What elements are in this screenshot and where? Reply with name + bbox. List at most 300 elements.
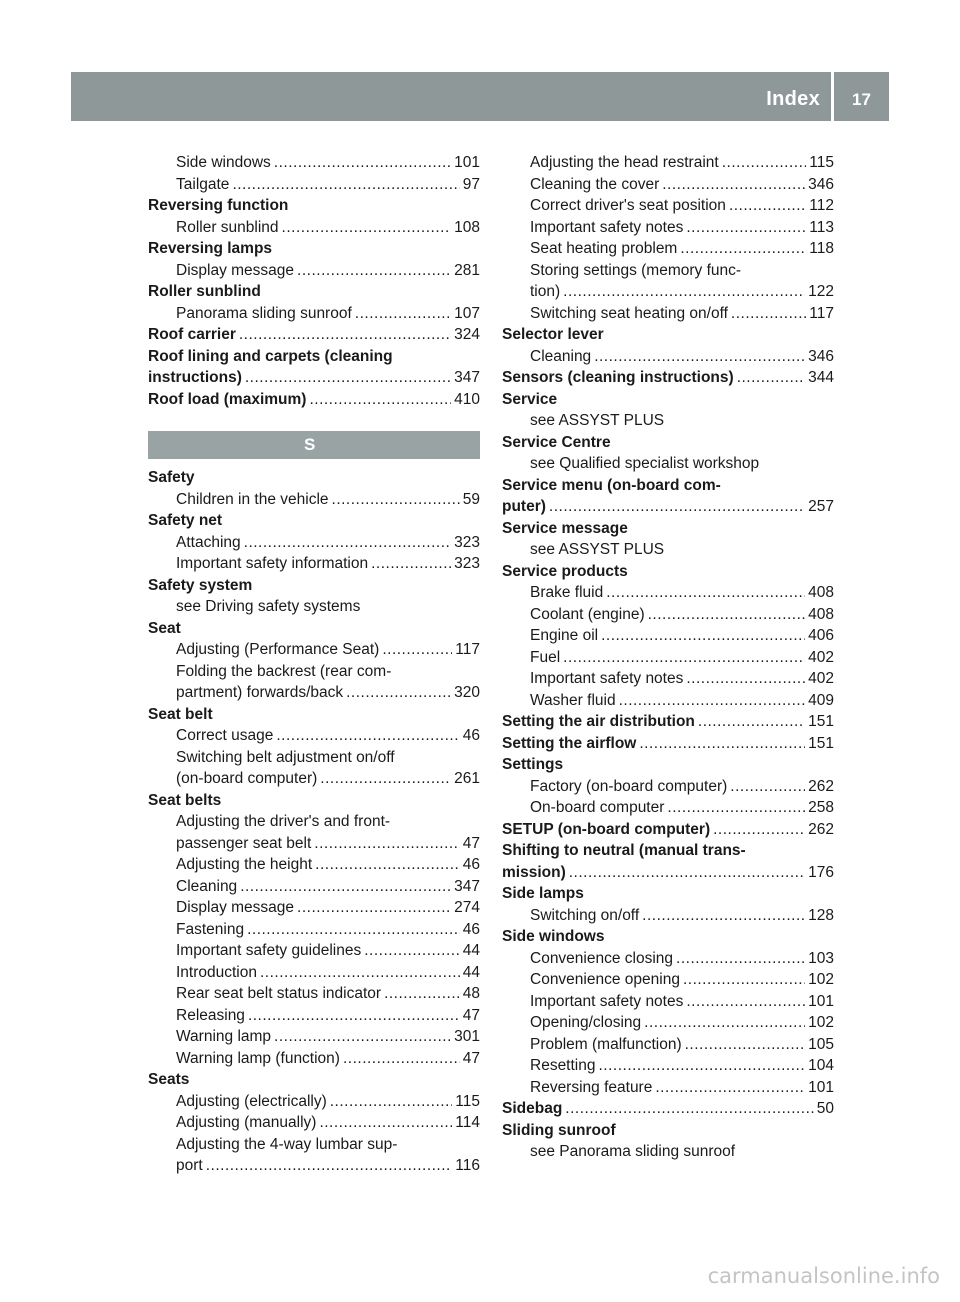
index-entry: [148, 618, 480, 640]
leader-dots: [598, 1055, 805, 1077]
entry-page: 274: [454, 899, 480, 916]
index-entry: [148, 324, 480, 346]
entry-label: Coolant (engine): [530, 605, 645, 623]
leader-dots: [343, 1048, 460, 1070]
index-entry: [502, 1120, 834, 1142]
entry-page: 107: [454, 304, 480, 322]
entry-label: Side windows: [502, 928, 605, 945]
entry-page: 46: [462, 920, 480, 938]
entry-page: 112: [809, 197, 834, 214]
entry-page: 117: [455, 641, 480, 658]
leader-dots: [248, 1005, 460, 1027]
index-entry: [148, 1091, 480, 1113]
leader-dots: [260, 962, 460, 984]
entry-label: tion): [530, 283, 561, 300]
entry-page: 115: [809, 154, 834, 171]
entry-label: Settings: [502, 756, 564, 773]
index-entry: [502, 561, 834, 583]
leader-dots: [722, 152, 807, 174]
index-entry: [148, 704, 480, 726]
entry-label: SETUP (on-board computer): [502, 820, 711, 838]
leader-dots: [676, 948, 805, 970]
index-entry: [502, 1034, 834, 1056]
entry-page: 347: [454, 877, 480, 895]
leader-dots: [594, 346, 805, 368]
entry-label: Fastening: [176, 920, 245, 938]
entry-page: 115: [455, 1092, 480, 1110]
leader-dots: [569, 862, 805, 884]
entry-page: 257: [808, 498, 834, 515]
entry-page: 105: [808, 1035, 834, 1053]
index-entry: [502, 754, 834, 776]
leader-dots: [384, 983, 460, 1005]
entry-page: 320: [454, 684, 480, 701]
index-entry: [148, 1069, 480, 1091]
entry-page: 261: [454, 770, 480, 787]
index-entry: [148, 725, 480, 747]
index-entry: [502, 690, 834, 712]
entry-label: Reversing lamps: [148, 240, 273, 257]
index-entry: [148, 346, 480, 368]
leader-dots: [549, 496, 805, 518]
entry-label: Sensors (cleaning instructions): [502, 369, 734, 386]
entry-label: Setting the air distribution: [502, 713, 695, 730]
entry-label: Adjusting the 4-way lumbar sup-: [176, 1135, 398, 1153]
entry-label: Switching belt adjustment on/off: [176, 748, 395, 766]
entry-label: Important safety notes: [530, 992, 684, 1010]
index-entry: [148, 596, 480, 618]
index-entry: [502, 496, 834, 518]
index-entry: [502, 303, 834, 325]
entry-label: Important safety notes: [530, 218, 684, 236]
index-entry: [148, 174, 480, 196]
leader-dots: [685, 1034, 806, 1056]
leader-dots: [309, 389, 451, 411]
section-letter: S: [304, 435, 316, 454]
entry-label: Seat heating problem: [530, 240, 678, 257]
entry-label: Seat belts: [148, 791, 222, 809]
index-entry: [502, 840, 834, 862]
entry-label: Reversing feature: [530, 1078, 653, 1096]
entry-label: Shifting to neutral (manual trans-: [502, 842, 746, 859]
index-entry: [148, 367, 480, 389]
index-entry: [148, 532, 480, 554]
entry-page: 346: [808, 347, 834, 365]
section-letter-bar: [148, 431, 480, 459]
index-entry: [502, 518, 834, 540]
leader-dots: [364, 940, 460, 962]
entry-label: Problem (malfunction): [530, 1035, 682, 1053]
leader-dots: [729, 195, 806, 217]
leader-dots: [330, 1091, 453, 1113]
entry-page: 118: [809, 240, 834, 257]
entry-label: Rear seat belt status indicator: [176, 985, 382, 1002]
index-entry: [502, 926, 834, 948]
leader-dots: [686, 668, 805, 690]
index-entry: [502, 389, 834, 411]
index-entry: [502, 948, 834, 970]
entry-label: On-board computer: [530, 799, 665, 816]
entry-page: 323: [454, 555, 480, 572]
entry-page: 46: [462, 856, 480, 873]
index-entry: [502, 991, 834, 1013]
entry-page: 323: [454, 533, 480, 551]
entry-label: Reversing function: [148, 197, 289, 214]
leader-dots: [314, 833, 459, 855]
entry-label: Warning lamp (function): [176, 1049, 340, 1067]
index-entry: [148, 1048, 480, 1070]
entry-page: 113: [809, 218, 834, 236]
index-entry: [502, 1055, 834, 1077]
index-entry: [148, 152, 480, 174]
entry-page: 410: [454, 390, 480, 408]
entry-label: Children in the vehicle: [176, 490, 329, 508]
entry-label: Resetting: [530, 1057, 596, 1074]
entry-label: Important safety notes: [530, 670, 684, 687]
entry-label: Panorama sliding sunroof: [176, 304, 352, 322]
index-entry: [502, 238, 834, 260]
entry-label: Adjusting the head restraint: [530, 154, 719, 171]
leader-dots: [206, 1155, 453, 1177]
index-entry: [502, 324, 834, 346]
entry-page: 48: [462, 985, 480, 1002]
index-entry: [502, 711, 834, 733]
entry-label: Adjusting (electrically): [176, 1092, 327, 1110]
page-number: 17: [852, 90, 871, 109]
left-column-top: [148, 152, 480, 410]
index-entry: [148, 1155, 480, 1177]
entry-label: see Driving safety systems: [176, 598, 361, 615]
entry-label: Opening/closing: [530, 1014, 642, 1031]
index-entry: [502, 1141, 834, 1163]
entry-label: see ASSYST PLUS: [530, 541, 665, 558]
leader-dots: [315, 854, 460, 876]
index-entry: [148, 768, 480, 790]
leader-dots: [731, 303, 806, 325]
entry-label: Service products: [502, 562, 628, 580]
entry-page: 117: [809, 304, 834, 322]
entry-page: 59: [462, 490, 480, 508]
leader-dots: [619, 690, 806, 712]
entry-page: 47: [462, 834, 480, 852]
entry-label: Service menu (on-board com-: [502, 476, 721, 494]
index-entry: [148, 467, 480, 489]
index-entry: [502, 797, 834, 819]
entry-label: Fuel: [530, 648, 561, 666]
index-entry: [502, 260, 834, 282]
index-entry: [148, 217, 480, 239]
entry-page: 324: [454, 326, 480, 343]
entry-label: Roof load (maximum): [148, 390, 307, 408]
index-entry: [502, 346, 834, 368]
entry-label: Service: [502, 390, 558, 408]
index-entry: [502, 195, 834, 217]
index-entry: [148, 747, 480, 769]
leader-dots: [737, 367, 805, 389]
entry-page: 176: [808, 863, 834, 881]
entry-label: Introduction: [176, 963, 257, 981]
leader-dots: [601, 625, 805, 647]
leader-dots: [371, 553, 451, 575]
index-entry: [148, 790, 480, 812]
index-entry: [148, 238, 480, 260]
index-entry: [502, 281, 834, 303]
entry-page: 301: [454, 1028, 480, 1045]
entry-page: 104: [808, 1057, 834, 1074]
index-entry: [502, 217, 834, 239]
index-entry: [148, 983, 480, 1005]
entry-page: 102: [808, 971, 834, 988]
entry-page: 97: [462, 175, 480, 193]
leader-dots: [606, 582, 805, 604]
entry-label: Warning lamp: [176, 1028, 272, 1045]
entry-page: 101: [454, 154, 480, 171]
entry-label: Important safety guidelines: [176, 942, 362, 959]
leader-dots: [662, 174, 805, 196]
entry-label: Correct driver's seat position: [530, 197, 726, 214]
index-entry: [502, 776, 834, 798]
entry-page: 114: [455, 1114, 480, 1131]
index-entry: [148, 489, 480, 511]
leader-dots: [686, 991, 805, 1013]
entry-label: Roof carrier: [148, 326, 236, 343]
entry-page: 409: [808, 691, 834, 709]
entry-label: Switching seat heating on/off: [530, 304, 728, 322]
entry-page: 44: [462, 963, 480, 981]
entry-page: 47: [462, 1006, 480, 1024]
leader-dots: [565, 1098, 813, 1120]
index-entry: [148, 510, 480, 532]
index-entry: [502, 862, 834, 884]
entry-page: 402: [808, 670, 834, 687]
leader-dots: [730, 776, 805, 798]
index-entry: [148, 919, 480, 941]
leader-dots: [274, 152, 451, 174]
entry-label: puter): [502, 498, 546, 515]
entry-page: 262: [808, 777, 834, 795]
entry-label: Roller sunblind: [148, 283, 261, 300]
leader-dots: [683, 969, 805, 991]
leader-dots: [680, 238, 806, 260]
index-entry: [502, 604, 834, 626]
index-title: Index: [766, 88, 820, 110]
index-entry: [148, 553, 480, 575]
entry-page: 108: [454, 218, 480, 236]
entry-label: Setting the airflow: [502, 734, 637, 752]
leader-dots: [274, 1026, 451, 1048]
entry-label: Seat: [148, 619, 181, 637]
leader-dots: [319, 1112, 452, 1134]
entry-label: Seat belt: [148, 705, 213, 723]
index-entry: [148, 639, 480, 661]
entry-label: Service Centre: [502, 433, 611, 451]
entry-label: Cleaning the cover: [530, 175, 660, 193]
index-entry: [148, 833, 480, 855]
entry-page: 116: [455, 1157, 480, 1174]
entry-page: 47: [462, 1049, 480, 1067]
entry-page: 103: [808, 949, 834, 967]
entry-label: Adjusting (Performance Seat): [176, 641, 380, 658]
index-entry: [502, 883, 834, 905]
leader-dots: [639, 733, 805, 755]
index-entry: [502, 733, 834, 755]
entry-page: 281: [454, 261, 480, 279]
index-entry: [502, 905, 834, 927]
entry-label: Convenience closing: [530, 949, 674, 967]
entry-page: 151: [808, 734, 834, 752]
leader-dots: [644, 1012, 805, 1034]
index-entry: [502, 819, 834, 841]
index-entry: [148, 260, 480, 282]
entry-page: 258: [808, 799, 834, 816]
leader-dots: [247, 919, 460, 941]
leader-dots: [563, 281, 805, 303]
index-entry: [502, 1098, 834, 1120]
leader-dots: [276, 725, 459, 747]
leader-dots: [563, 647, 805, 669]
leader-dots: [346, 682, 451, 704]
index-entry: [502, 539, 834, 561]
entry-label: Brake fluid: [530, 584, 604, 601]
leader-dots: [648, 604, 806, 626]
entry-label: Safety system: [148, 576, 253, 594]
entry-label: Tailgate: [176, 175, 230, 193]
index-entry: [148, 811, 480, 833]
index-entry: [148, 303, 480, 325]
leader-dots: [232, 174, 459, 196]
index-entry: [502, 367, 834, 389]
entry-label: Side windows: [176, 154, 271, 171]
entry-page: 402: [808, 648, 834, 666]
entry-label: Sliding sunroof: [502, 1121, 616, 1139]
entry-label: Attaching: [176, 533, 241, 551]
index-entry: [148, 854, 480, 876]
entry-label: Cleaning: [176, 877, 238, 895]
index-entry: [148, 575, 480, 597]
index-entry: [148, 682, 480, 704]
index-entry: [148, 1112, 480, 1134]
leader-dots: [240, 876, 451, 898]
leader-dots: [297, 897, 451, 919]
entry-label: Folding the backrest (rear com-: [176, 662, 392, 680]
leader-dots: [642, 905, 805, 927]
entry-label: Adjusting (manually): [176, 1114, 317, 1131]
left-column-bottom: [148, 467, 480, 1177]
index-entry: [502, 1012, 834, 1034]
entry-label: Washer fluid: [530, 691, 616, 709]
entry-page: 346: [808, 175, 834, 193]
entry-label: Adjusting the height: [176, 856, 313, 873]
entry-label: Display message: [176, 261, 295, 279]
watermark: carmanualsonline.info: [707, 1264, 940, 1288]
index-entry: [502, 647, 834, 669]
leader-dots: [282, 217, 452, 239]
entry-label: Service message: [502, 519, 628, 537]
entry-page: 101: [808, 1078, 834, 1096]
leader-dots: [320, 768, 451, 790]
index-entry: [502, 1077, 834, 1099]
entry-label: Safety: [148, 469, 195, 486]
index-entry: [148, 661, 480, 683]
index-entry: [148, 897, 480, 919]
leader-dots: [244, 532, 451, 554]
entry-label: Factory (on-board computer): [530, 777, 728, 795]
index-entry: [148, 1134, 480, 1156]
index-entry: [502, 432, 834, 454]
index-entry: [148, 1005, 480, 1027]
leader-dots: [239, 324, 451, 346]
index-entry: [148, 940, 480, 962]
entry-label: instructions): [148, 369, 242, 386]
index-entry: [502, 453, 834, 475]
entry-page: 262: [808, 820, 834, 838]
entry-label: Correct usage: [176, 727, 274, 744]
entry-label: Important safety information: [176, 555, 369, 572]
entry-page: 408: [808, 584, 834, 601]
entry-page: 344: [808, 369, 834, 386]
leader-dots: [713, 819, 805, 841]
index-entry: [502, 410, 834, 432]
leader-dots: [355, 303, 451, 325]
entry-label: Roof lining and carpets (cleaning: [148, 347, 393, 365]
entry-page: 406: [808, 627, 834, 644]
entry-label: Storing settings (memory func-: [530, 261, 742, 279]
entry-label: port: [176, 1157, 203, 1174]
entry-page: 44: [462, 942, 480, 959]
index-entry: [502, 969, 834, 991]
index-entry: [502, 582, 834, 604]
entry-label: (on-board computer): [176, 770, 318, 787]
index-entry: [148, 1026, 480, 1048]
entry-label: Releasing: [176, 1006, 245, 1024]
entry-label: see Panorama sliding sunroof: [530, 1143, 736, 1160]
entry-label: Convenience opening: [530, 971, 680, 988]
index-entry: [502, 152, 834, 174]
entry-page: 102: [808, 1014, 834, 1031]
index-entry: [148, 962, 480, 984]
leader-dots: [686, 217, 806, 239]
entry-label: partment) forwards/back: [176, 684, 344, 701]
index-entry: [148, 195, 480, 217]
entry-page: 408: [808, 605, 834, 623]
leader-dots: [667, 797, 805, 819]
entry-label: Seats: [148, 1071, 190, 1088]
leader-dots: [655, 1077, 805, 1099]
index-entry: [502, 174, 834, 196]
entry-label: Side lamps: [502, 885, 584, 902]
leader-dots: [245, 367, 451, 389]
entry-label: Roller sunblind: [176, 218, 279, 236]
index-entry: [148, 389, 480, 411]
entry-page: 122: [808, 283, 834, 300]
entry-page: 151: [808, 713, 834, 730]
index-entry: [502, 625, 834, 647]
entry-page: 347: [454, 369, 480, 386]
index-entry: [148, 281, 480, 303]
leader-dots: [698, 711, 805, 733]
index-entry: [502, 475, 834, 497]
entry-label: Cleaning: [530, 347, 592, 365]
leader-dots: [332, 489, 460, 511]
entry-label: mission): [502, 863, 566, 881]
entry-label: passenger seat belt: [176, 834, 312, 852]
leader-dots: [297, 260, 451, 282]
entry-label: Sidebag: [502, 1100, 563, 1117]
entry-label: Adjusting the driver's and front-: [176, 813, 391, 830]
index-entry: [502, 668, 834, 690]
index-entry: [148, 876, 480, 898]
entry-label: Safety net: [148, 512, 223, 529]
